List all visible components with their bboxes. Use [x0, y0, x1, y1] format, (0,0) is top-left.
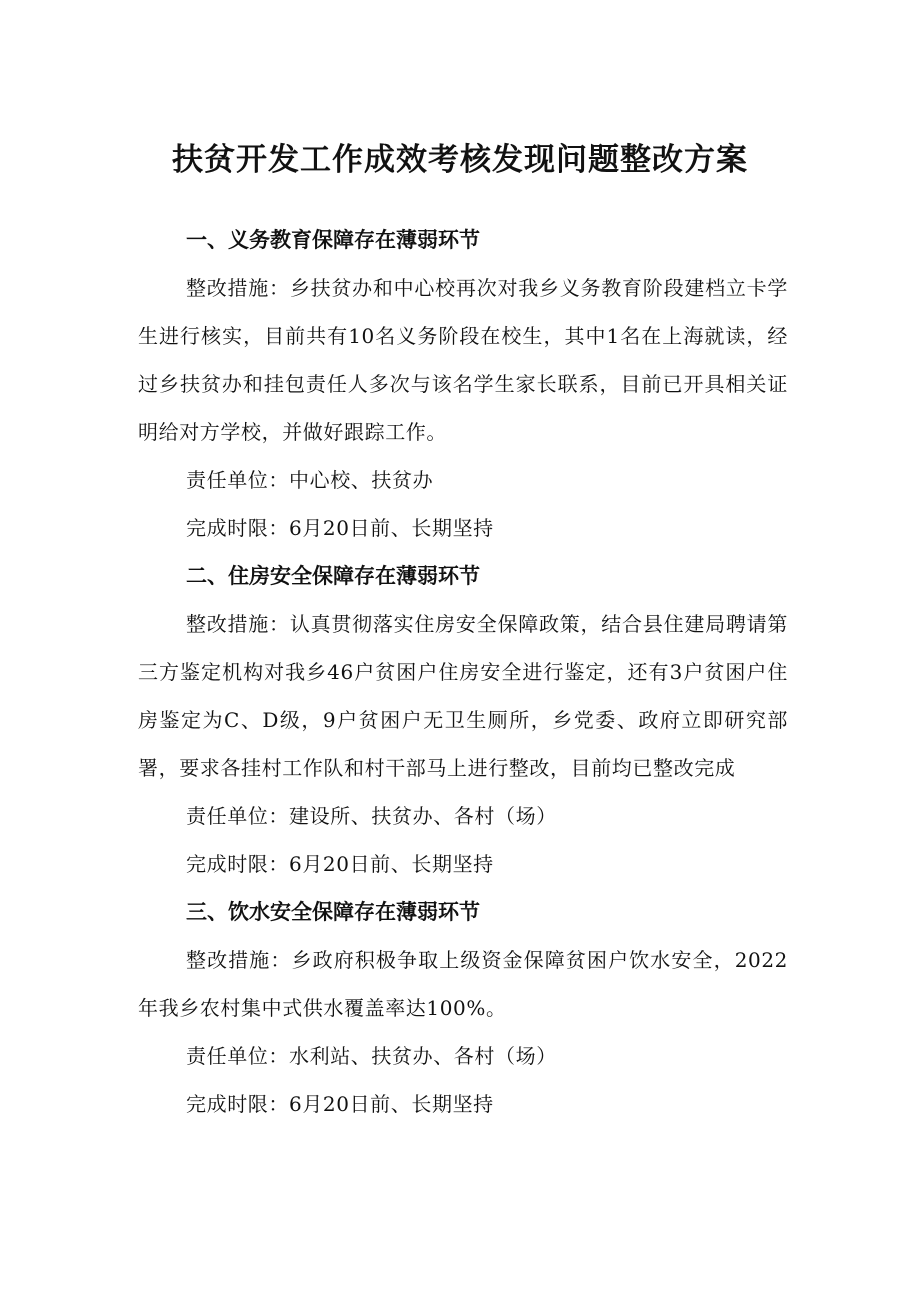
responsible-unit: 责任单位：建设所、扶贫办、各村（场）: [186, 804, 557, 828]
section-housing: [138, 552, 788, 888]
section-water: [138, 888, 788, 1128]
completion-deadline: 完成时限：6月20日前、长期坚持: [186, 516, 494, 540]
section-heading: 二、住房安全保障存在薄弱环节: [186, 564, 480, 588]
completion-deadline: 完成时限：6月20日前、长期坚持: [186, 1092, 494, 1116]
section-education: [138, 216, 788, 552]
completion-deadline: 完成时限：6月20日前、长期坚持: [186, 852, 494, 876]
responsible-unit: 责任单位：中心校、扶贫办: [186, 468, 434, 492]
document-title: 扶贫开发工作成效考核发现问题整改方案: [172, 142, 748, 178]
rectification-measures: 整改措施：乡扶贫办和中心校再次对我乡义务教育阶段建档立卡学生进行核实，目前共有10名义务阶段在校生，其中1名在上海就读，经过乡扶贫办和挂包责任人多次与该名学生家长联系，目前已开具相关证明给对方学校，并做好跟踪工作。: [138, 276, 788, 444]
responsible-unit: 责任单位：水利站、扶贫办、各村（场）: [186, 1044, 557, 1068]
document-body: [138, 216, 788, 1128]
section-heading: 三、饮水安全保障存在薄弱环节: [186, 900, 480, 924]
rectification-measures: 整改措施：认真贯彻落实住房安全保障政策，结合县住建局聘请第三方鉴定机构对我乡46户贫困户住房安全进行鉴定，还有3户贫困户住房鉴定为C、D级，9户贫困户无卫生厕所，乡党委、政府立即研究部署，要求各挂村工作队和村干部马上进行整改，目前均已整改完成: [138, 612, 788, 780]
rectification-measures: 整改措施：乡政府积极争取上级资金保障贫困户饮水安全，2022年我乡农村集中式供水覆盖率达100%。: [138, 948, 788, 1020]
section-heading: 一、义务教育保障存在薄弱环节: [186, 228, 480, 252]
